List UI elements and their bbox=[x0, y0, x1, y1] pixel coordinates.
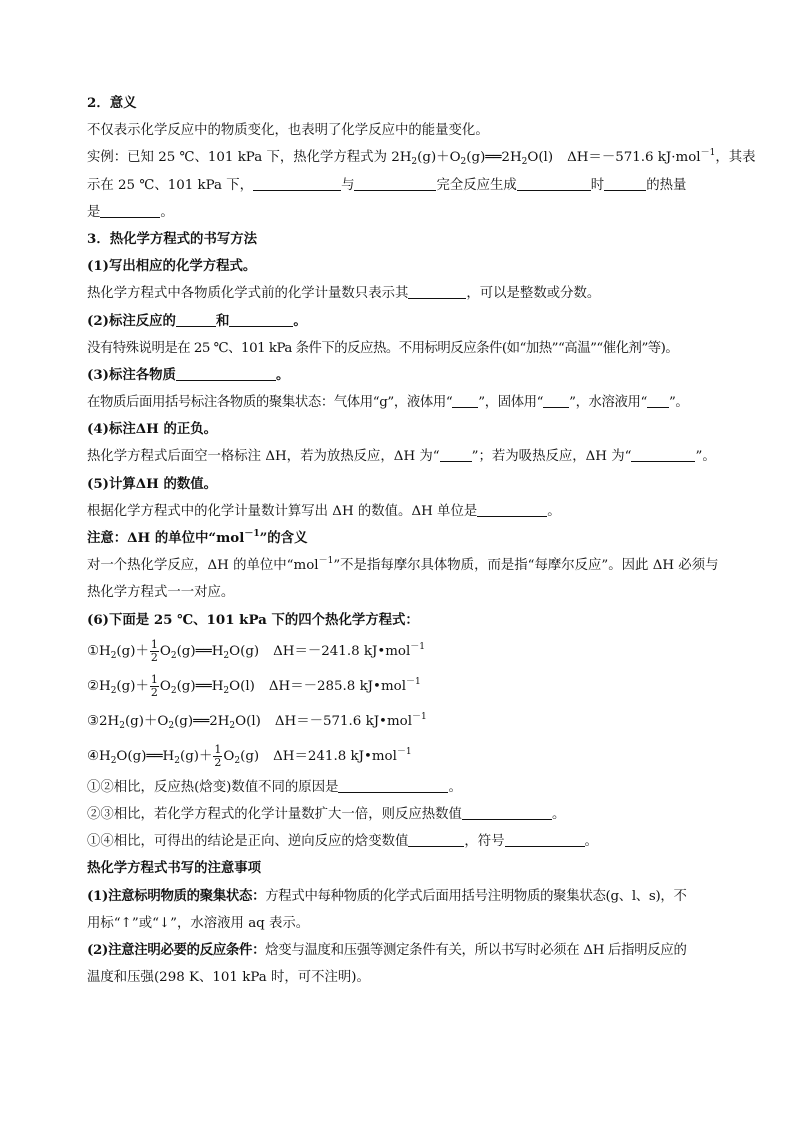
answer-blank[interactable] bbox=[631, 446, 695, 462]
step-2-text: 没有特殊说明是在 25 ℃、101 kPa 条件下的反应热。不用标明反应条件(如“加热”“高温”“催化剂”等)。 bbox=[87, 340, 679, 356]
answer-blank[interactable] bbox=[647, 392, 669, 408]
step-4-title: (4)标注ΔH 的正负。 bbox=[87, 421, 218, 438]
step-4-text: 热化学方程式后面空一格标注 ΔH，若为放热反应，ΔH 为“ ”；若为吸热反应，ΔH 为“ ”。 bbox=[87, 443, 717, 470]
answer-blank[interactable] bbox=[452, 392, 478, 408]
section-3-title: 3．热化学方程式的书写方法 bbox=[87, 230, 258, 247]
fraction-one-half: $\frac{1}{2}$ bbox=[150, 672, 158, 699]
section-2-example-end: 是 。 bbox=[87, 199, 717, 226]
step-6-title: (6)下面是 25 ℃、101 kPa 下的四个热化学方程式： bbox=[87, 611, 419, 628]
answer-blank[interactable] bbox=[176, 365, 276, 381]
step-3-title: (3)标注各物质 。 bbox=[87, 366, 290, 383]
answer-blank[interactable] bbox=[604, 175, 646, 191]
equation-4: $④H_2O(g)══H_2(g)+$ $\frac{1}{2}$ $O_2(g)$ ΔH＝241.8 kJ•mol$^{-1}$ bbox=[87, 742, 412, 769]
answer-blank[interactable] bbox=[517, 175, 591, 191]
answer-blank[interactable] bbox=[229, 311, 293, 327]
question-3: ①④相比，可得出的结论是正向、逆向反应的焓变数值 ，符号 。 bbox=[87, 828, 717, 855]
document-content bbox=[87, 90, 756, 991]
step-2-title: (2)标注反应的 和 。 bbox=[87, 312, 307, 329]
note-2: (2)注意注明必要的反应条件：焓变与温度和压强等测定条件有关，所以书写时必须在 ΔH 后指明反应的 bbox=[87, 941, 687, 958]
note-title: 注意：ΔH 的单位中“mol$^{-1}$”的含义 bbox=[87, 529, 308, 546]
step-3-text: 在物质后面用括号标注各物质的聚集状态：气体用“g”，液体用“ ”，固体用“ ”，水溶液用“ ”。 bbox=[87, 389, 717, 416]
note-1: (1)注意标明物质的聚集状态：方程式中每种物质的化学式后面用括号注明物质的聚集状态(g、l、s)，不 bbox=[87, 887, 687, 904]
note-1-cont: 用标“↑”或“↓”，水溶液用 aq 表示。 bbox=[87, 915, 310, 931]
equation-2: $②H_2(g)+$ $\frac{1}{2}$ $O_2(g)══H_2O(l)$ ΔH＝－285.8 kJ•mol$^{-1}$ bbox=[87, 672, 421, 699]
answer-blank[interactable] bbox=[338, 777, 448, 793]
step-1-title: (1)写出相应的化学方程式。 bbox=[87, 258, 257, 275]
step-5-text: 根据化学方程式中的化学计量数计算写出 ΔH 的数值。ΔH 单位是 。 bbox=[87, 498, 717, 525]
answer-blank[interactable] bbox=[440, 446, 472, 462]
step-1-text: 热化学方程式中各物质化学式前的化学计量数只表示其 ，可以是整数或分数。 bbox=[87, 280, 717, 307]
equation-3: $③2H_2(g)+O_2(g)══2H_2O(l)$ ΔH＝－571.6 kJ•mol$^{-1}$ bbox=[87, 711, 427, 731]
answer-blank[interactable] bbox=[408, 831, 464, 847]
question-1: ①②相比，反应热(焓变)数值不同的原因是 。 bbox=[87, 774, 717, 801]
answer-blank[interactable] bbox=[100, 202, 160, 218]
notes-title: 热化学方程式书写的注意事项 bbox=[87, 860, 262, 877]
section-2-example: 实例：已知 25 ℃、101 kPa 下，热化学方程式为 $2H_2(g)+O_2(g)══2H_2O(l)$ ΔH＝－571.6 kJ·mol$^{-1}$，其表 bbox=[87, 148, 756, 168]
question-2: ②③相比，若化学方程式的化学计量数扩大一倍，则反应热数值 。 bbox=[87, 801, 717, 828]
section-2-title: 2．意义 bbox=[87, 95, 137, 111]
note-line-1: 对一个热化学反应，ΔH 的单位中“mol$^{-1}$”不是指每摩尔具体物质，而是指“每摩尔反应”。因此 ΔH 必须与 bbox=[87, 556, 719, 574]
equation-1: $①H_2(g)+$ $\frac{1}{2}$ $O_2(g)══H_2O(g)$ ΔH＝－241.8 kJ•mol$^{-1}$ bbox=[87, 637, 426, 664]
answer-blank[interactable] bbox=[176, 311, 216, 327]
answer-blank[interactable] bbox=[462, 804, 552, 820]
answer-blank[interactable] bbox=[253, 175, 341, 191]
fraction-one-half: $\frac{1}{2}$ bbox=[214, 742, 222, 769]
note-line-2: 热化学方程式一一对应。 bbox=[87, 585, 235, 601]
section-2-paragraph: 不仅表示化学反应中的物质变化，也表明了化学反应中的能量变化。 bbox=[87, 123, 489, 139]
answer-blank[interactable] bbox=[543, 392, 569, 408]
note-2-cont: 温度和压强(298 K、101 kPa 时，可不注明)。 bbox=[87, 970, 370, 986]
answer-blank[interactable] bbox=[354, 175, 436, 191]
answer-blank[interactable] bbox=[505, 831, 585, 847]
answer-blank[interactable] bbox=[477, 501, 547, 517]
fraction-one-half: $\frac{1}{2}$ bbox=[150, 637, 158, 664]
step-5-title: (5)计算ΔH 的数值。 bbox=[87, 475, 218, 492]
answer-blank[interactable] bbox=[408, 283, 466, 299]
section-2-example-cont: 示在 25 ℃、101 kPa 下， 与 完全反应生成 时 的热量 bbox=[87, 172, 717, 199]
